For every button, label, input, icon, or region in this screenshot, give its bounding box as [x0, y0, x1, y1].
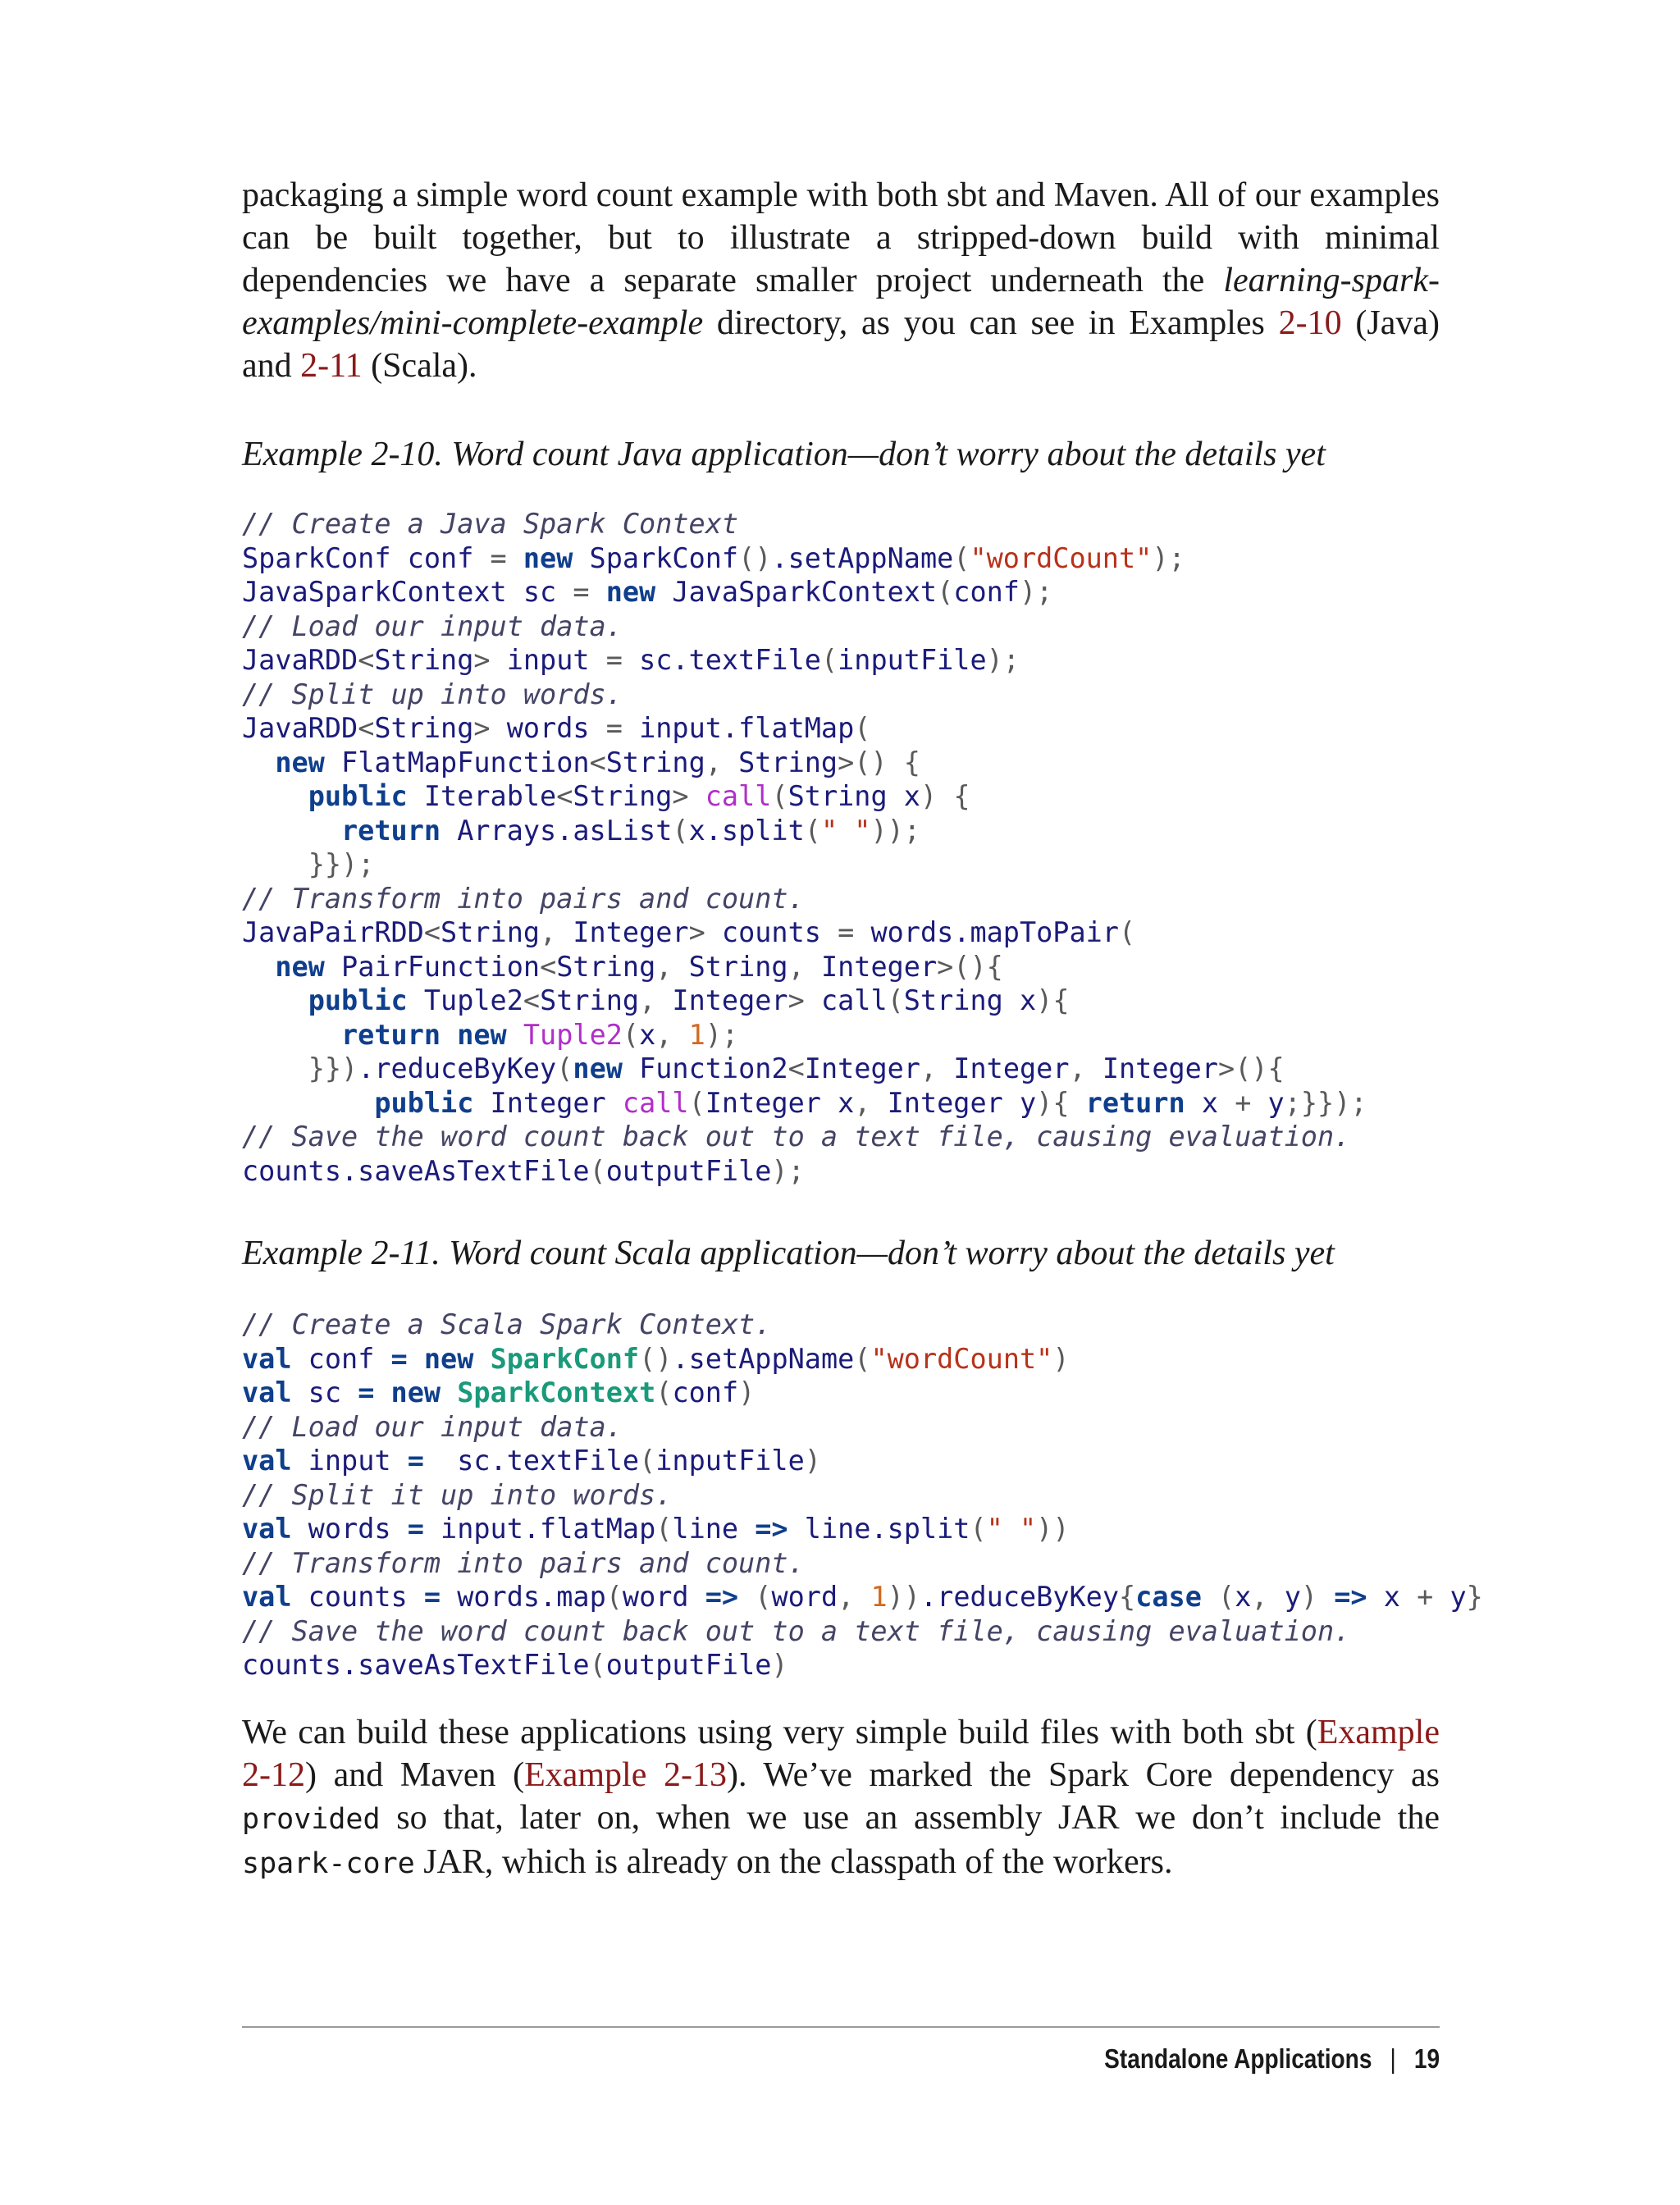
code-line: new PairFunction<String, String, Integer>(){ — [275, 950, 1003, 983]
example-2-10-caption: Example 2-10. Word count Java application—don’t worry about the details yet — [242, 436, 1326, 473]
code-line: // Create a Scala Spark Context. — [242, 1308, 772, 1340]
example-2-11-caption: Example 2-11. Word count Scala application—don’t worry about the details yet — [242, 1235, 1335, 1272]
code-line: // Split up into words. — [242, 678, 623, 710]
link-example-2-11[interactable]: 2-11 — [300, 347, 363, 385]
closing-text: ). We’ve marked the Spark Core dependency as — [726, 1756, 1440, 1794]
code-line: counts.saveAsTextFile(outputFile) — [242, 1649, 788, 1681]
intro-text: (Java) and — [242, 304, 1440, 385]
closing-text: ) and Maven ( — [305, 1756, 525, 1794]
intro-text: (Scala). — [362, 347, 477, 385]
code-line: // Save the word count back out to a text file, causing evaluation. — [242, 1614, 1351, 1647]
inline-code-provided: provided — [242, 1803, 381, 1836]
code-line: }}); — [308, 848, 375, 880]
code-line: // Transform into pairs and count. — [242, 1546, 805, 1579]
code-line: new FlatMapFunction<String, String>() { — [275, 746, 920, 778]
footer-separator: | — [1390, 2043, 1396, 2074]
footer-divider — [242, 2026, 1440, 2028]
code-line: val words = input.flatMap(line => line.split(" ")) — [242, 1513, 1070, 1545]
code-line: counts.saveAsTextFile(outputFile); — [242, 1154, 805, 1187]
code-line: val counts = words.map(word => (word, 1)).reduceByKey{case (x, y) => x + y} — [242, 1581, 1483, 1613]
code-line: return Arrays.asList(x.split(" ")); — [341, 814, 920, 847]
closing-paragraph — [242, 1711, 1440, 1885]
link-example-2-10[interactable]: 2-10 — [1278, 304, 1342, 342]
code-line: // Create a Java Spark Context — [242, 508, 739, 540]
code-line: // Transform into pairs and count. — [242, 882, 805, 915]
code-line: // Save the word count back out to a text file, causing evaluation. — [242, 1121, 1351, 1153]
code-line: }}).reduceByKey(new Function2<Integer, Integer, Integer>(){ — [308, 1052, 1285, 1084]
code-line: public Tuple2<String, Integer> call(String x){ — [308, 984, 1070, 1016]
code-line: val sc = new SparkContext(conf) — [242, 1376, 756, 1408]
page-footer — [1104, 2041, 1440, 2077]
code-line: // Split it up into words. — [242, 1478, 673, 1511]
code-line: public Integer call(Integer x, Integer y){ return x + y;}}); — [374, 1086, 1367, 1119]
code-line: public Iterable<String> call(String x) { — [308, 780, 970, 812]
directory-path: learning-spark-examples/mini-complete-example — [242, 262, 1440, 342]
code-line: // Load our input data. — [242, 609, 623, 642]
java-code-listing — [242, 507, 1440, 1188]
code-line: // Load our input data. — [242, 1410, 623, 1443]
scala-code-listing — [242, 1308, 1483, 1682]
closing-text: so that, later on, when we use an assembly JAR we don’t include the — [380, 1799, 1440, 1837]
intro-paragraph — [242, 174, 1440, 387]
intro-text: directory, as you can see in Examples — [703, 304, 1279, 342]
code-line: SparkConf conf = new SparkConf().setAppName("wordCount"); — [242, 541, 1185, 574]
closing-text: We can build these applications using very simple build files with both sbt ( — [242, 1714, 1317, 1751]
link-example-2-12[interactable]: Example 2-12 — [242, 1714, 1440, 1794]
inline-code-spark-core: spark-core — [242, 1847, 415, 1880]
link-example-2-13[interactable]: Example 2-13 — [524, 1756, 727, 1794]
code-line: JavaSparkContext sc = new JavaSparkContext(conf); — [242, 576, 1053, 608]
intro-text: packaging a simple word count example with both sbt and Maven. All of our examples can be built together, but to illustrate a stripped-down build with minimal dependencies we have a separate smaller project underneath the — [242, 176, 1440, 299]
code-line: JavaPairRDD<String, Integer> counts = words.mapToPair( — [242, 916, 1136, 948]
page-number: 19 — [1413, 2043, 1440, 2074]
running-footer-section-title: Standalone Applications — [1104, 2043, 1372, 2074]
code-line: return new Tuple2(x, 1); — [341, 1018, 739, 1051]
closing-text: JAR, which is already on the classpath of the workers. — [414, 1843, 1173, 1881]
code-line: JavaRDD<String> input = sc.textFile(inputFile); — [242, 644, 1020, 676]
code-line: val conf = new SparkConf().setAppName("wordCount") — [242, 1342, 1070, 1375]
code-line: JavaRDD<String> words = input.flatMap( — [242, 712, 871, 744]
code-line: val input = sc.textFile(inputFile) — [242, 1445, 821, 1477]
